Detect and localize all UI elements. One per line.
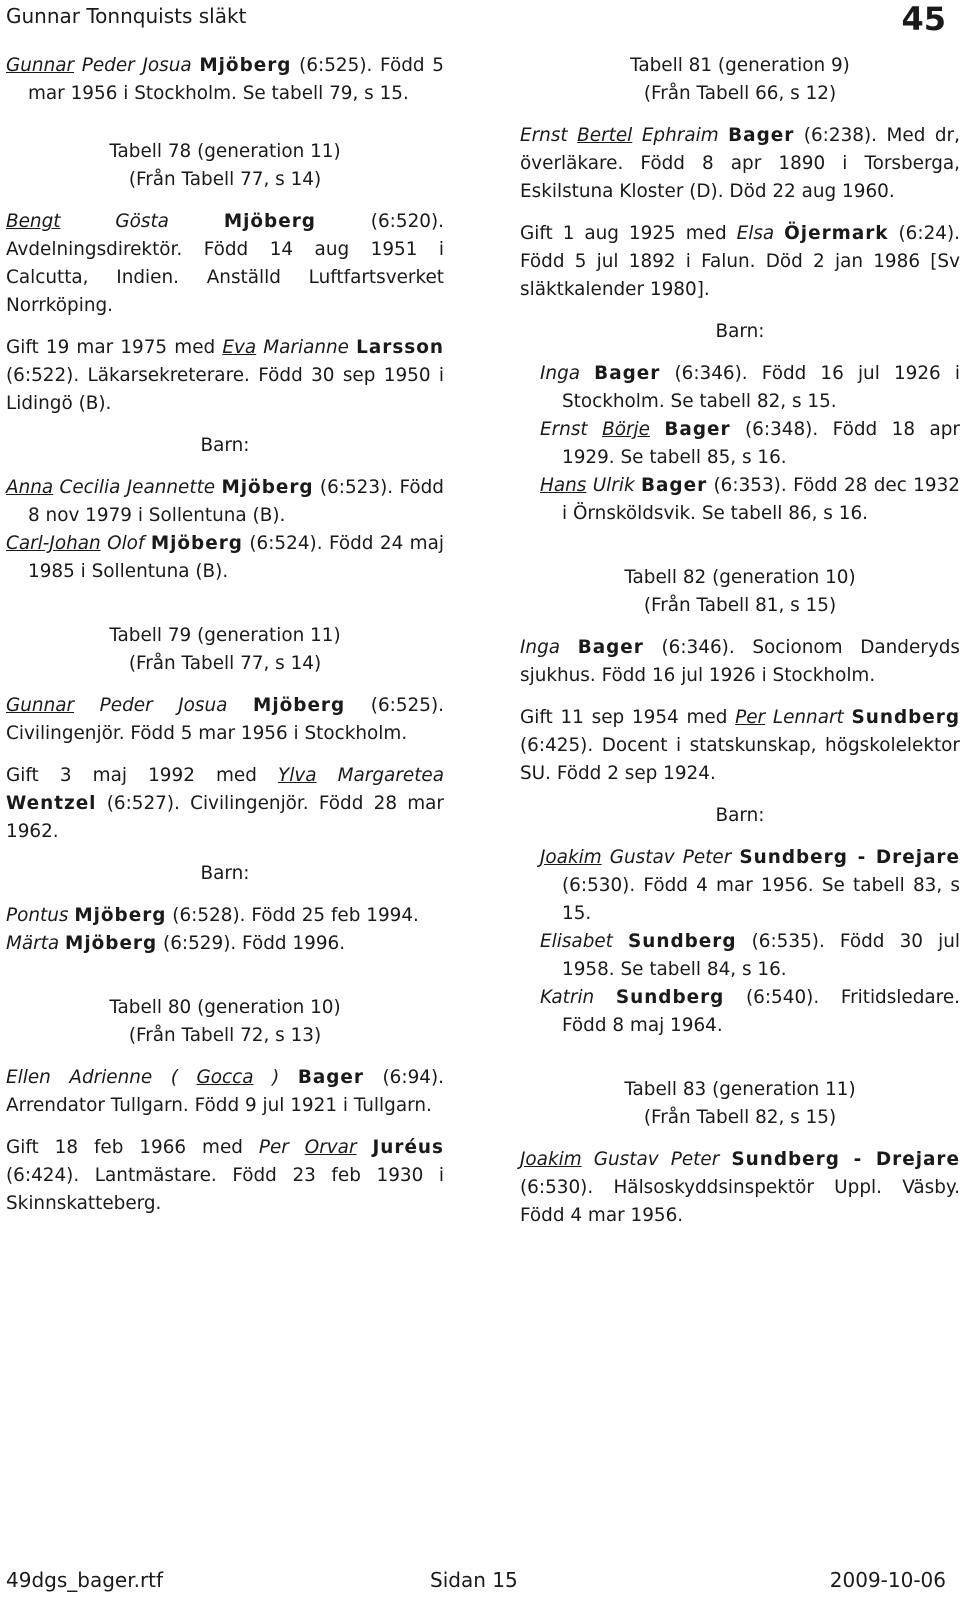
entry-text: (6:529). Född 1996. — [157, 933, 346, 954]
surname: Juréus — [372, 1137, 444, 1158]
given-name: Per — [735, 707, 766, 728]
given-name: Ellen — [6, 1067, 51, 1088]
given-name: Inga — [520, 637, 561, 658]
given-name: Ernst — [520, 125, 568, 146]
given-name: Inga — [540, 363, 581, 384]
surname: Sundberg — [628, 931, 737, 952]
surname: Mjöberg — [253, 695, 346, 716]
table-title: Tabell 82 (generation 10) — [624, 567, 856, 588]
given-name: Carl-Johan — [6, 533, 101, 554]
entry-text: (6:524). Född 24 maj 1985 i Sollentuna (B). — [28, 533, 444, 582]
children-heading: Barn: — [715, 321, 765, 342]
nickname-close: ) — [253, 1067, 298, 1088]
entry-text: (6:523). Född 8 nov 1979 i Sollentuna (B). — [28, 477, 444, 526]
given-name: Josua — [178, 695, 228, 716]
given-name: Gustav — [609, 847, 675, 868]
given-name: Peter — [682, 847, 732, 868]
children-heading: Barn: — [200, 435, 250, 456]
surname: Mjöberg — [223, 211, 316, 232]
surname: Sundberg - Drejare — [731, 1149, 960, 1170]
surname: Bager — [577, 637, 644, 658]
footer-date: 2009-10-06 — [829, 1568, 946, 1592]
intro-entry — [6, 52, 444, 108]
nickname: Gocca — [196, 1067, 254, 1088]
table-title: Tabell 80 (generation 10) — [109, 997, 341, 1018]
entry-text: (6:24). Född 5 jul 1892 i Falun. Död 2 jan 1986 [Sv släktkalender 1980]. — [520, 223, 960, 300]
left-column — [6, 52, 444, 1232]
spouse-entry — [520, 220, 960, 304]
given-name: Pontus — [6, 905, 69, 926]
person-entry — [520, 634, 960, 690]
given-name: Gunnar — [6, 55, 75, 76]
entry-text: (6:527). Civilingenjör. Född 28 mar 1962. — [6, 793, 444, 842]
given-name: Anna — [6, 477, 54, 498]
child-entry — [540, 360, 960, 416]
children-list — [520, 844, 960, 1040]
spouse-entry — [6, 1134, 444, 1218]
given-name: Elisabet — [540, 931, 613, 952]
entry-text: (6:540). Fritidsledare. Född 8 maj 1964. — [562, 987, 960, 1036]
entry-text: (6:425). Docent i statskunskap, högskolelektor SU. Född 2 sep 1924. — [520, 735, 960, 784]
given-name: Hans — [540, 475, 587, 496]
child-entry — [6, 902, 444, 930]
given-name: Märta — [6, 933, 60, 954]
entry-text: (6:94). Arrendator Tullgarn. Född 9 jul 1921 i Tullgarn. — [6, 1067, 444, 1116]
given-name: Adrienne — [69, 1067, 153, 1088]
entry-text: (6:520). Avdelningsdirektör. Född 14 aug 1951 i Calcutta, Indien. Anställd Luftfartsverket Norrköping. — [6, 211, 444, 316]
given-name: Ephraim — [641, 125, 719, 146]
given-name: Jeannette — [126, 477, 216, 498]
given-name: Ulrik — [592, 475, 635, 496]
entry-text: (6:353). Född 28 dec 1932 i Örnsköldsvik. Se tabell 86, s 16. — [562, 475, 960, 524]
given-name: Ylva — [278, 765, 317, 786]
given-name: Margaretea — [337, 765, 444, 786]
marriage-text: Gift 19 mar 1975 med — [6, 337, 223, 358]
entry-text: (6:525). Civilingenjör. Född 5 mar 1956 i Stockholm. — [6, 695, 444, 744]
surname: Mjöberg — [221, 477, 314, 498]
marriage-text: Gift 18 feb 1966 med — [6, 1137, 259, 1158]
given-name: Marianne — [263, 337, 349, 358]
given-name: Olof — [107, 533, 145, 554]
given-name: Peder — [99, 695, 153, 716]
person-entry — [6, 1064, 444, 1120]
person-entry — [520, 1146, 960, 1230]
given-name: Bengt — [6, 211, 61, 232]
given-name: Elsa — [736, 223, 775, 244]
given-name: Joakim — [520, 1149, 582, 1170]
given-name: Lennart — [772, 707, 844, 728]
surname: Bager — [664, 419, 731, 440]
entry-text: (6:346). Socionom Danderyds sjukhus. Född 16 jul 1926 i Stockholm. — [520, 637, 960, 686]
table-source: (Från Tabell 82, s 15) — [643, 1107, 837, 1128]
given-name: Gustav — [593, 1149, 659, 1170]
spouse-entry — [520, 704, 960, 788]
surname: Mjöberg — [74, 905, 167, 926]
given-name: Gösta — [115, 211, 169, 232]
child-entry — [540, 416, 960, 472]
table-source: (Från Tabell 66, s 12) — [643, 83, 837, 104]
entry-text: (6:238). Med dr, överläkare. Född 8 apr 1890 i Torsberga, Eskilstuna Kloster (D). Död 22 aug 1960. — [520, 125, 960, 202]
surname: Bager — [297, 1067, 364, 1088]
child-entry — [540, 928, 960, 984]
entry-text: (6:535). Född 30 jul 1958. Se tabell 84, s 16. — [562, 931, 960, 980]
child-entry — [540, 984, 960, 1040]
surname: Mjöberg — [150, 533, 243, 554]
table-title: Tabell 83 (generation 11) — [624, 1079, 856, 1100]
table-source: (Från Tabell 77, s 14) — [128, 653, 322, 674]
surname: Mjöberg — [199, 55, 292, 76]
surname: Bager — [728, 125, 795, 146]
given-name: Peder — [81, 55, 135, 76]
child-entry — [6, 930, 444, 958]
given-name: Josua — [142, 55, 192, 76]
given-name: Orvar — [304, 1137, 357, 1158]
surname: Sundberg - Drejare — [739, 847, 960, 868]
entry-text: (6:346). Född 16 jul 1926 i Stockholm. Se tabell 82, s 15. — [562, 363, 960, 412]
entry-text: (6:525). Född 5 mar 1956 i Stockholm. Se tabell 79, s 15. — [28, 55, 444, 104]
page-number: 45 — [901, 0, 946, 38]
person-entry — [520, 122, 960, 206]
given-name: Cecilia — [59, 477, 121, 498]
surname: Larsson — [356, 337, 444, 358]
footer-page: Sidan 15 — [430, 1568, 518, 1592]
entry-text: (6:530). Född 4 mar 1956. Se tabell 83, s 15. — [562, 875, 960, 924]
child-entry — [6, 474, 444, 530]
entry-text: (6:348). Född 18 apr 1929. Se tabell 85, s 16. — [562, 419, 960, 468]
entry-text: (6:424). Lantmästare. Född 23 feb 1930 i Skinnskatteberg. — [6, 1165, 444, 1214]
marriage-text: Gift 1 aug 1925 med — [520, 223, 737, 244]
marriage-text: Gift 3 maj 1992 med — [6, 765, 279, 786]
given-name: Ernst — [540, 419, 588, 440]
surname: Bager — [594, 363, 661, 384]
child-entry — [540, 844, 960, 928]
footer-filename: 49dgs_bager.rtf — [6, 1568, 164, 1592]
page-header-title: Gunnar Tonnquists släkt — [6, 4, 247, 28]
given-name: Börje — [602, 419, 650, 440]
given-name: Per — [258, 1137, 289, 1158]
table-source: (Från Tabell 81, s 15) — [643, 595, 837, 616]
children-heading: Barn: — [200, 863, 250, 884]
person-entry — [6, 208, 444, 320]
table-title: Tabell 78 (generation 11) — [109, 141, 341, 162]
marriage-text: Gift 11 sep 1954 med — [520, 707, 736, 728]
given-name: Eva — [222, 337, 257, 358]
given-name: Joakim — [540, 847, 602, 868]
given-name: Katrin — [540, 987, 595, 1008]
table-source: (Från Tabell 72, s 13) — [128, 1025, 322, 1046]
entry-text: (6:530). Hälsoskyddsinspektör Uppl. Väsby. Född 4 mar 1956. — [520, 1177, 960, 1226]
child-entry — [6, 530, 444, 586]
table-title: Tabell 79 (generation 11) — [109, 625, 341, 646]
person-entry — [6, 692, 444, 748]
right-column — [520, 52, 960, 1244]
surname: Sundberg — [851, 707, 960, 728]
given-name: Gunnar — [6, 695, 75, 716]
given-name: Bertel — [577, 125, 633, 146]
children-heading: Barn: — [715, 805, 765, 826]
surname: Sundberg — [615, 987, 725, 1008]
surname: Bager — [641, 475, 708, 496]
children-list — [520, 360, 960, 528]
table-title: Tabell 81 (generation 9) — [630, 55, 850, 76]
given-name: Peter — [670, 1149, 720, 1170]
child-entry — [540, 472, 960, 528]
spouse-entry — [6, 762, 444, 846]
surname: Öjermark — [784, 223, 889, 244]
entry-text: (6:528). Född 25 feb 1994. — [166, 905, 419, 926]
children-list — [6, 902, 444, 958]
children-list — [6, 474, 444, 586]
entry-text: (6:522). Läkarsekreterare. Född 30 sep 1950 i Lidingö (B). — [6, 365, 444, 414]
surname: Wentzel — [6, 793, 97, 814]
spouse-entry — [6, 334, 444, 418]
table-source: (Från Tabell 77, s 14) — [128, 169, 322, 190]
surname: Mjöberg — [65, 933, 158, 954]
nickname-open: ( — [152, 1067, 197, 1088]
